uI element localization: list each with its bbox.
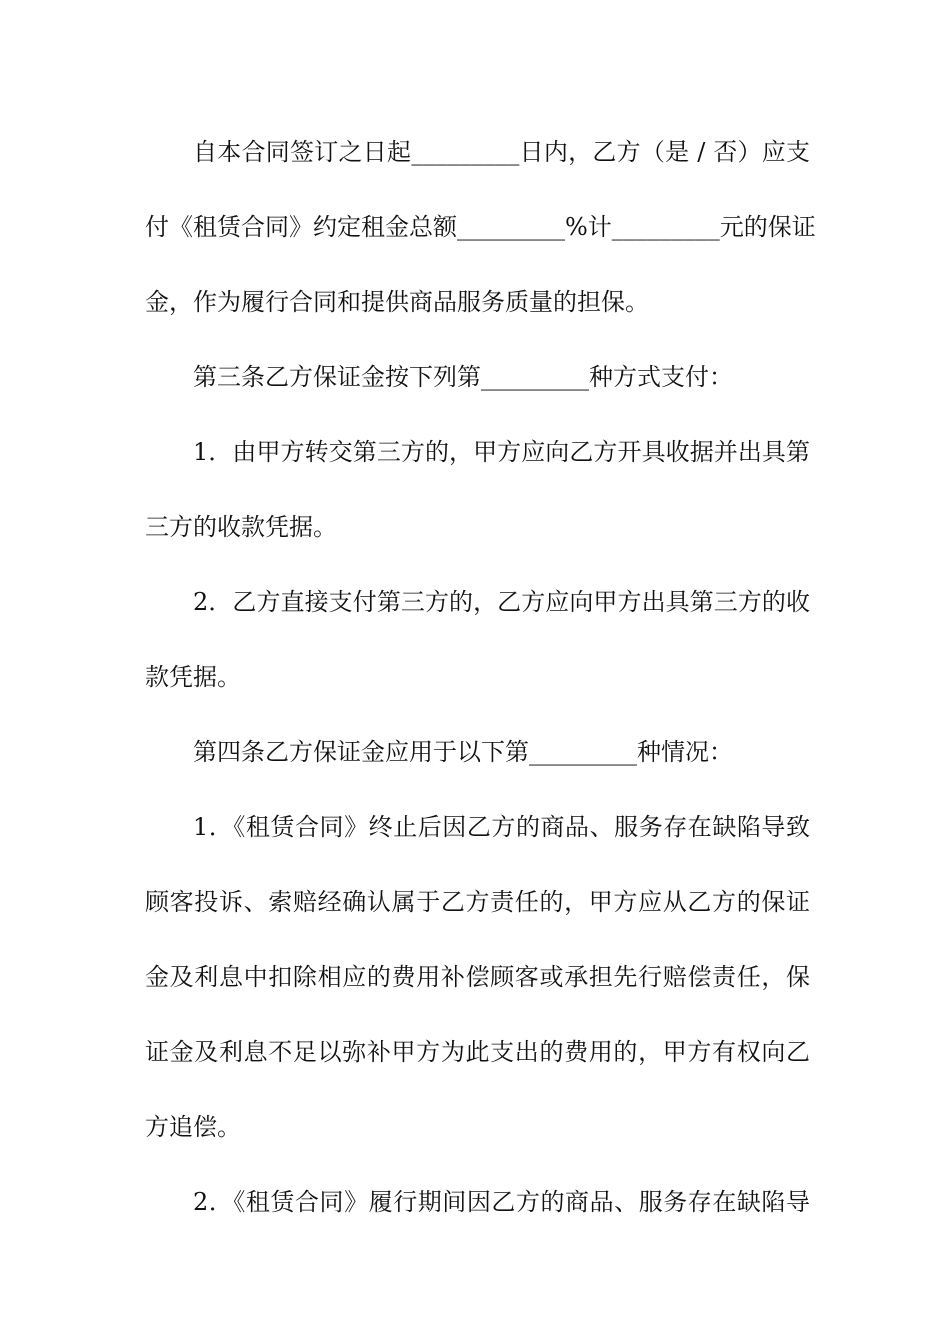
- list-item-line: 方追偿。: [145, 1113, 241, 1141]
- list-item-line: 2．《租赁合同》履行期间因乙方的商品、服务存在缺陷导: [193, 1188, 810, 1216]
- paragraph-line: 付《租赁合同》约定租金总额_________%计_________元的保证: [145, 213, 816, 241]
- list-item-line: 2．乙方直接支付第三方的，乙方应向甲方出具第三方的收: [193, 588, 810, 616]
- article-heading: 第三条乙方保证金按下列第_________种方式支付：: [193, 363, 733, 391]
- list-item-line: 款凭据。: [145, 663, 241, 691]
- list-item-line: 顾客投诉、索赔经确认属于乙方责任的，甲方应从乙方的保证: [145, 888, 810, 916]
- list-item-line: 1．《租赁合同》终止后因乙方的商品、服务存在缺陷导致: [193, 813, 810, 841]
- article-heading: 第四条乙方保证金应用于以下第_________种情况：: [193, 738, 733, 766]
- list-item-line: 金及利息中扣除相应的费用补偿顾客或承担先行赔偿责任，保: [145, 963, 810, 991]
- paragraph-line: 金，作为履行合同和提供商品服务质量的担保。: [145, 288, 649, 316]
- list-item-line: 三方的收款凭据。: [145, 513, 337, 541]
- paragraph-line: 自本合同签订之日起_________日内，乙方（是 / 否）应支: [193, 138, 810, 166]
- list-item-line: 证金及利息不足以弥补甲方为此支出的费用的，甲方有权向乙: [145, 1038, 810, 1066]
- list-item-line: 1．由甲方转交第三方的，甲方应向乙方开具收据并出具第: [193, 438, 810, 466]
